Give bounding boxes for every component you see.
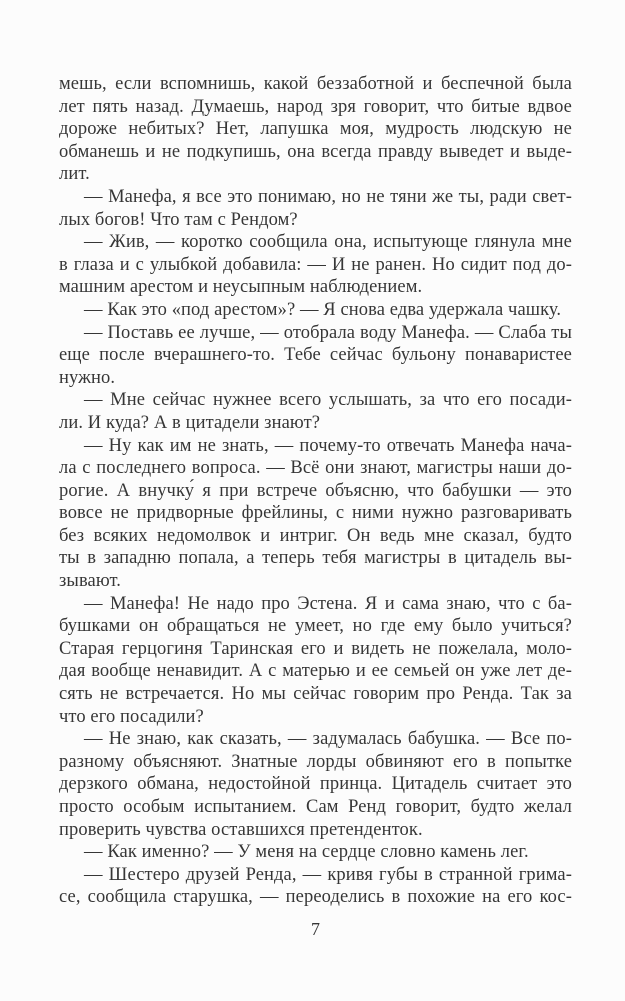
text-line: в глаза и с улыбкой добавила: — И не ранен. Но сидит под до- bbox=[59, 254, 572, 275]
text-line: без всяких недомолвок и интриг. Он ведь мне сказал, будто bbox=[59, 525, 572, 546]
page-number: 7 bbox=[311, 919, 320, 939]
text-line: — Как это «под арестом»? — Я снова едва удержала чашку. bbox=[84, 299, 562, 320]
text-line: ла с последнего вопроса. — Всё они знают, магистры наши до- bbox=[59, 458, 572, 479]
text-line: проверить чувства оставшихся претенденток. bbox=[59, 819, 423, 840]
text-line: лых богов! Что там с Рендом? bbox=[59, 209, 298, 230]
text-line: еще после вчерашнего-то. Тебе сейчас бульону понаваристее bbox=[59, 345, 572, 366]
text-line: — Шестеро друзей Ренда, — кривя губы в странной грима- bbox=[84, 864, 572, 885]
text-line: Старая герцогиня Таринская его и видеть не пожелала, моло- bbox=[59, 638, 572, 659]
paragraph bbox=[59, 186, 572, 231]
text-line: зывают. bbox=[59, 571, 122, 592]
text-line: вовсе не придворные фрейлины, с ними нужно разговаривать bbox=[59, 503, 572, 524]
text-line: — Поставь ее лучше, — отобрала воду Манефа. — Слаба ты bbox=[84, 322, 572, 343]
page-text bbox=[59, 73, 572, 909]
paragraph bbox=[59, 299, 572, 322]
text-line: — Не знаю, как сказать, — задумалась бабушка. — Все по- bbox=[84, 729, 572, 750]
paragraph bbox=[59, 728, 572, 841]
text-line: лит. bbox=[59, 164, 90, 185]
text-line: бушками он обращаться не умеет, но где ему было учиться? bbox=[59, 616, 572, 637]
paragraph bbox=[59, 435, 572, 593]
paragraph bbox=[59, 389, 572, 434]
text-line: — Манефа, я все это понимаю, но не тяни же ты, ради свет- bbox=[84, 186, 572, 207]
paragraph bbox=[59, 73, 572, 186]
text-line: ли. И куда? А в цитадели знают? bbox=[59, 412, 321, 433]
text-line: — Как именно? — У меня на сердце словно камень лег. bbox=[84, 842, 529, 863]
text-line: — Манефа! Не надо про Эстена. Я и сама знаю, что с ба- bbox=[84, 593, 572, 614]
paragraph bbox=[59, 322, 572, 390]
text-line: мешь, если вспомнишь, какой беззаботной и беспечной была bbox=[59, 74, 572, 94]
text-line: дерзкого обмана, недостойной принца. Цитадель считает это bbox=[59, 774, 572, 795]
paragraph bbox=[59, 593, 572, 729]
text-line: дороже небитых? Нет, лапушка моя, мудрость людскую не bbox=[59, 119, 572, 140]
text-line: се, сообщила старушка, — переоделись в похожие на его кос- bbox=[59, 887, 572, 908]
text-line: просто особым испытанием. Сам Ренд говорит, будто желал bbox=[59, 797, 572, 817]
text-line: — Жив, — коротко сообщила она, испытующе глянула мне bbox=[84, 232, 572, 253]
text-line: — Мне сейчас нужнее всего услышать, за что его посади- bbox=[84, 390, 572, 411]
paragraph bbox=[59, 231, 572, 299]
text-line: обманешь и не подкупишь, она всегда правду выведет и выде- bbox=[59, 141, 572, 162]
text-line: — Ну как им не знать, — почему-то отвечать Манефа нача- bbox=[84, 435, 572, 456]
text-line: сять не встречается. Но мы сейчас говорим про Ренда. Так за bbox=[59, 684, 572, 705]
text-line: рогие. А внучку́ я при встрече объясню, что бабушки — это bbox=[59, 480, 572, 501]
paragraph bbox=[59, 864, 572, 909]
text-line: что его посадили? bbox=[59, 706, 204, 727]
text-line: машним арестом и неусыпным наблюдением. bbox=[59, 277, 423, 298]
text-line: нужно. bbox=[59, 367, 116, 388]
text-line: лет пять назад. Думаешь, народ зря говорит, что битые вдвое bbox=[59, 96, 572, 117]
paragraph bbox=[59, 841, 572, 864]
text-line: разному объясняют. Знатные лорды обвиняют его в попытке bbox=[59, 751, 572, 772]
text-line: ты в западню попала, а теперь тебя магистры в цитадель вы- bbox=[59, 548, 572, 569]
text-line: дая вообще ненавидит. А с матерью и ее семьей он уже лет де- bbox=[59, 661, 572, 682]
